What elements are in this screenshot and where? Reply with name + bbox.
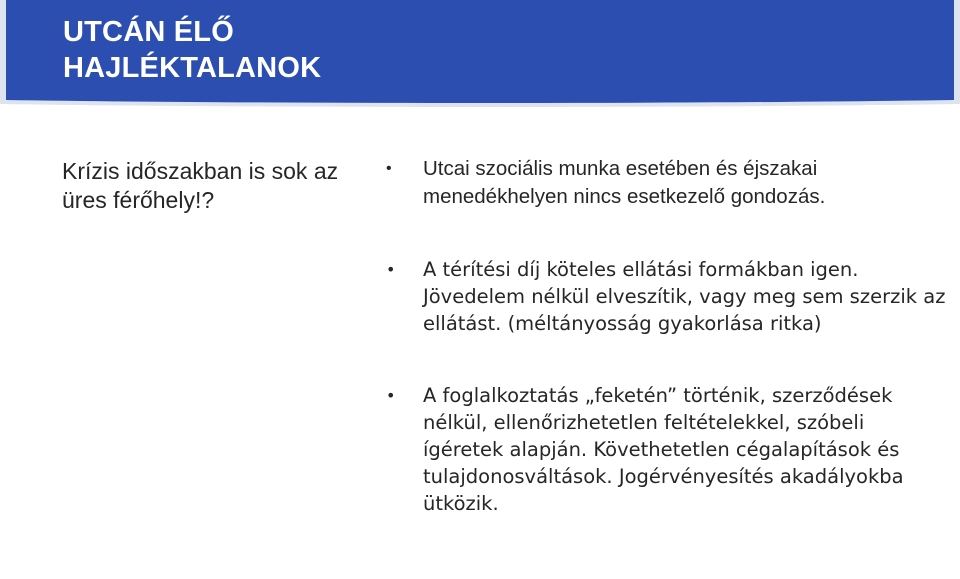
bullet-item-employment (386, 382, 946, 517)
page-title (63, 14, 321, 86)
bullet-text: A foglalkoztatás „feketén” történik, szerződések nélkül, ellenőrizhetetlen feltételekkel, szóbeli ígéretek alapján. Követhetetlen cégalapítások és tulajdonosváltások. Jogérvényesítés akadályokba ütközik. (423, 384, 904, 515)
bullet-list (386, 155, 946, 517)
bullet-item-fee-based-care (386, 256, 946, 337)
bullet-dot-icon: • (386, 260, 396, 279)
bullet-text: Utcai szociális munka esetében és éjszakai menedékhelyen nincs esetkezelő gondozás. (423, 157, 826, 208)
side-note: Krízis időszakban is sok az üres férőhely!? (62, 158, 339, 213)
bullet-dot-icon: • (386, 160, 392, 177)
bullet-item-street-social-work (386, 155, 946, 211)
title-line-2: HAJLÉKTALANOK (63, 52, 322, 84)
bullet-dot-icon: • (386, 386, 396, 405)
bullet-text: A térítési díj köteles ellátási formákban igen. Jövedelem nélkül elveszítik, vagy meg sem szerzik az ellátást. (méltányosság gyakorlása ritka) (423, 258, 946, 335)
title-line-1: UTCÁN ÉLŐ (63, 16, 234, 48)
